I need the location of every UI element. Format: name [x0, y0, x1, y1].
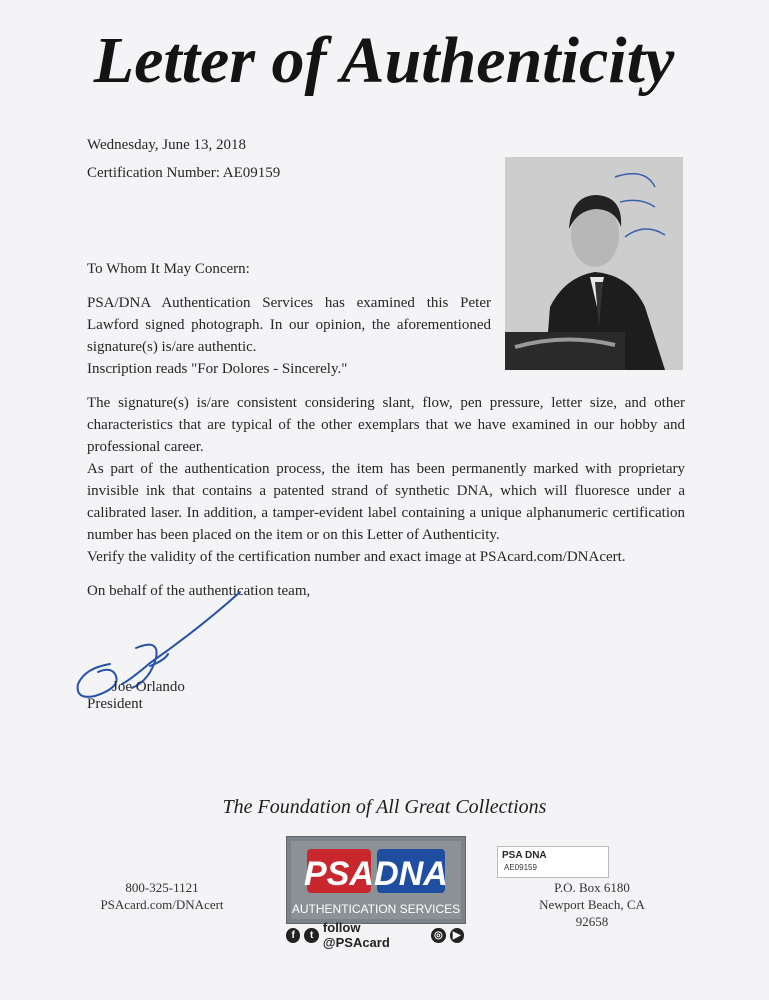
certification-label: [497, 846, 609, 878]
signer-title: President: [87, 696, 143, 712]
facebook-icon[interactable]: f: [286, 928, 300, 943]
psa-dna-logo: [286, 836, 466, 924]
logo-subtitle: AUTHENTICATION SERVICES: [291, 902, 461, 916]
footer-pobox: P.O. Box 6180: [554, 880, 630, 895]
signed-photograph: [505, 157, 683, 370]
footer-city: Newport Beach, CA 92658: [539, 897, 645, 929]
youtube-icon[interactable]: ▶: [450, 928, 464, 943]
label-number: AE09159: [504, 863, 537, 872]
letter-title: [0, 10, 769, 110]
footer-contact-right: [522, 879, 662, 930]
label-brand: PSA DNA: [502, 850, 547, 861]
footer-website: PSAcard.com/DNAcert: [100, 897, 224, 912]
follow-text: follow @PSAcard: [322, 920, 390, 950]
logo-psa-text: PSA: [304, 855, 374, 893]
footer-contact-left: [97, 879, 227, 913]
verify-paragraph: Verify the validity of the certification number and exact image at PSAcard.com/DNAcert.: [87, 549, 626, 565]
letter-title-text: Letter of Authenticity: [93, 24, 675, 97]
signer-name: Joe Orlando: [112, 679, 185, 695]
twitter-icon[interactable]: t: [304, 928, 318, 943]
inscription: Inscription reads "For Dolores - Sincerely.": [87, 361, 348, 377]
footer-phone: 800-325-1121: [125, 880, 199, 895]
tagline: The Foundation of All Great Collections: [222, 796, 547, 818]
handwritten-signature: [50, 588, 260, 718]
greeting: To Whom It May Concern:: [87, 261, 250, 277]
logo-dna-text: DNA: [374, 855, 448, 893]
instagram-icon[interactable]: ◎: [431, 928, 445, 943]
behalf-line: On behalf of the authentication team,: [87, 583, 311, 599]
letter-date: Wednesday, June 13, 2018: [87, 137, 247, 153]
examination-paragraph: PSA/DNA Authentication Services has examined this Peter Lawford signed photograph. In our opinion, the aforementioned signature(s) is/are authentic.: [87, 295, 491, 355]
social-follow: [286, 920, 464, 950]
process-paragraph: As part of the authentication process, the item has been permanently marked with proprietary invisible ink that contains a patented strand of synthetic DNA, which will fluoresce under a calibrated laser. In addition, a tamper-evident label containing a unique alphanumeric certification number has been placed on the item or on this Letter of Authenticity.: [87, 461, 685, 543]
certification-number: Certification Number: AE09159: [87, 165, 281, 181]
consistency-paragraph: The signature(s) is/are consistent considering slant, flow, pen pressure, letter size, and other characteristics that are typical of the other exemplars that we have examined in our hobby and professional career.: [87, 395, 685, 455]
